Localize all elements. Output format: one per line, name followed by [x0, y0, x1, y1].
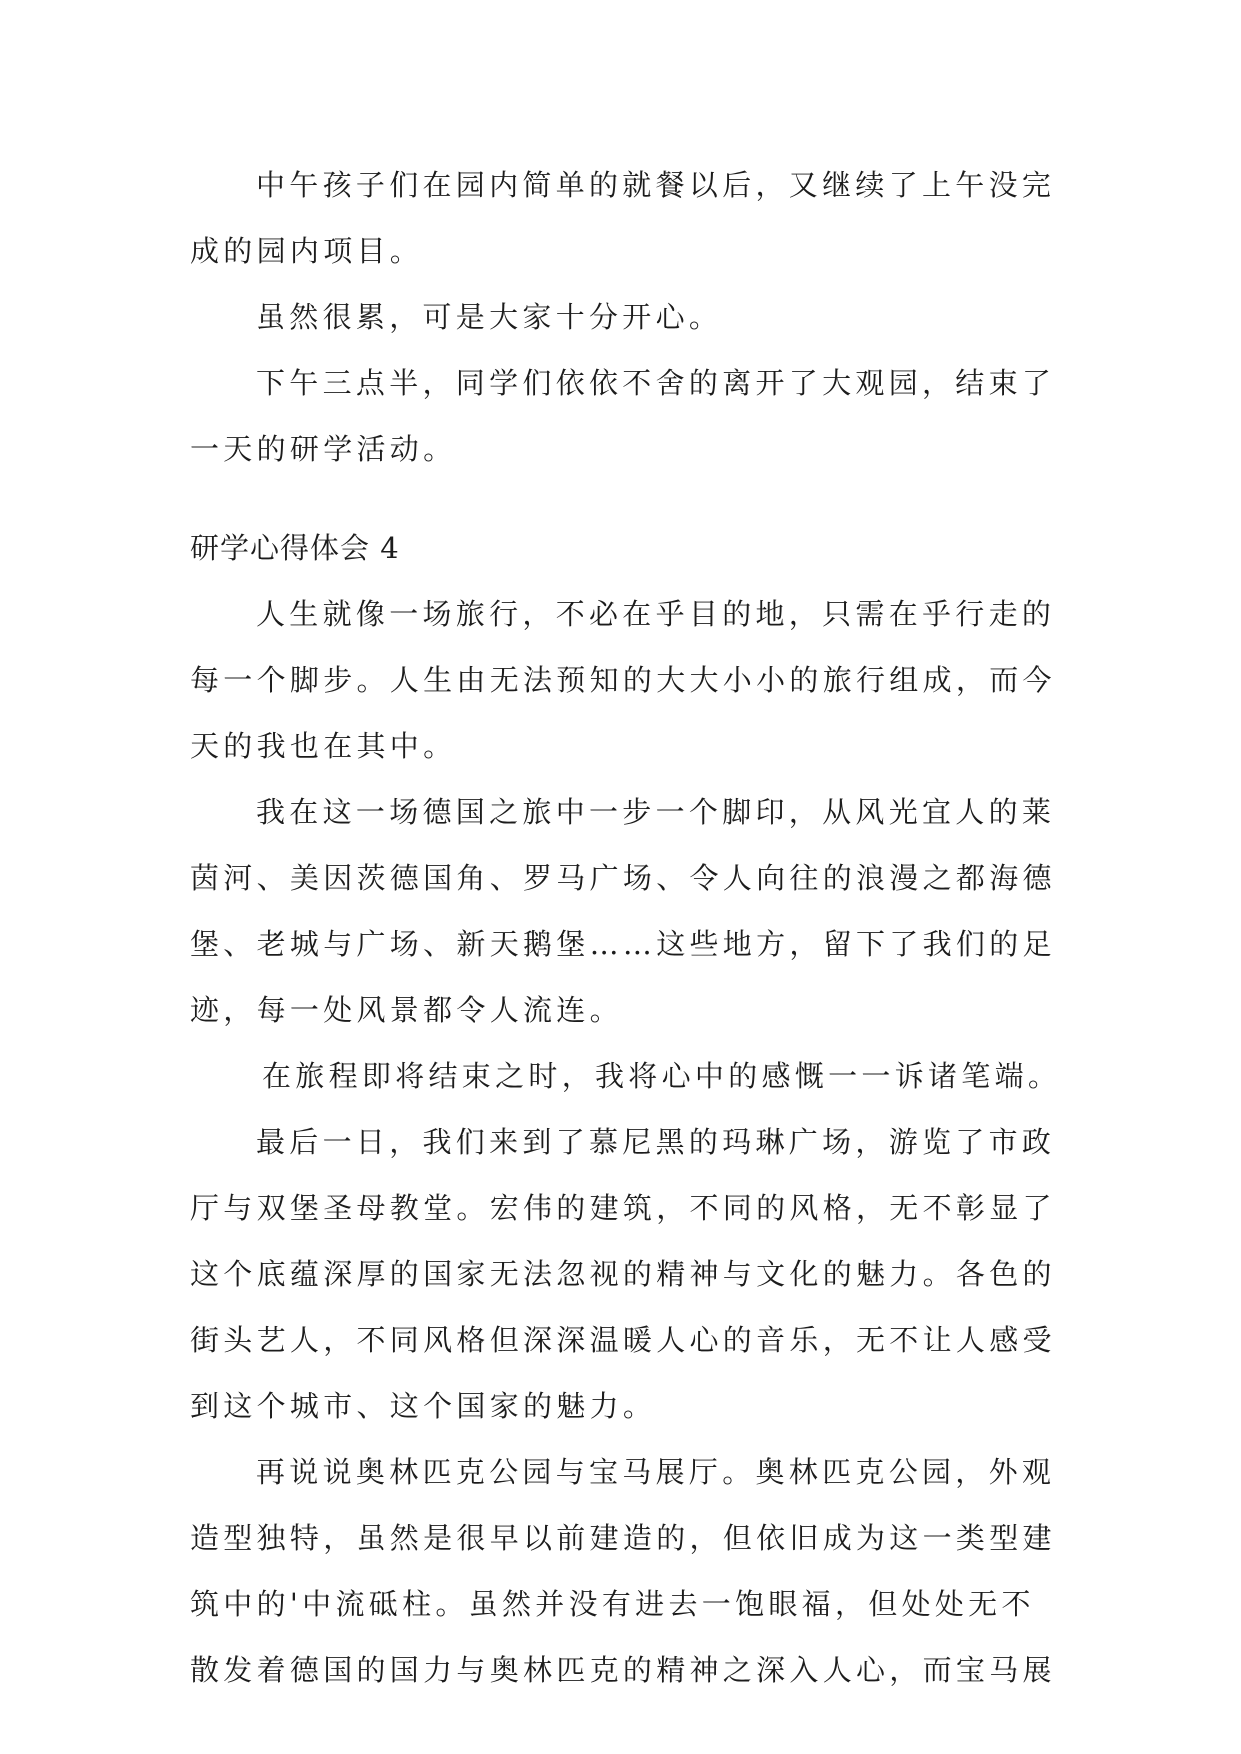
paragraph-line: 最后一日，我们来到了慕尼黑的玛琳广场，游览了市政: [256, 1125, 1056, 1159]
paragraph-line: 虽然很累，可是大家十分开心。: [256, 300, 723, 334]
section-heading: 研学心得体会 4: [190, 531, 400, 565]
paragraph-line: 厅与双堡圣母教堂。宏伟的建筑，不同的风格，无不彰显了: [190, 1191, 1056, 1225]
paragraph-line: 筑中的'中流砥柱。虽然并没有进去一饱眼福，但处处无不: [190, 1587, 1035, 1621]
paragraph-line: 街头艺人，不同风格但深深温暖人心的音乐，无不让人感受: [190, 1323, 1056, 1357]
paragraph-line: 我在这一场德国之旅中一步一个脚印，从风光宜人的莱: [256, 795, 1056, 829]
paragraph-line: 造型独特，虽然是很早以前建造的，但依旧成为这一类型建: [190, 1521, 1056, 1555]
paragraph-line: 堡、老城与广场、新天鹅堡……这些地方，留下了我们的足: [190, 927, 1056, 961]
paragraph-line: 中午孩子们在园内简单的就餐以后，又继续了上午没完: [256, 168, 1056, 202]
paragraph-line: 在旅程即将结束之时，我将心中的感慨一一诉诸笔端。: [262, 1059, 1062, 1093]
paragraph-line: 下午三点半，同学们依依不舍的离开了大观园，结束了: [256, 366, 1056, 400]
paragraph-line: 迹，每一处风景都令人流连。: [190, 993, 623, 1027]
paragraph-line: 散发着德国的国力与奥林匹克的精神之深入人心，而宝马展: [190, 1653, 1056, 1687]
paragraph-line: 茵河、美因茨德国角、罗马广场、令人向往的浪漫之都海德: [190, 861, 1056, 895]
paragraph-line: 每一个脚步。人生由无法预知的大大小小的旅行组成，而今: [190, 663, 1056, 697]
paragraph-line: 成的园内项目。: [190, 234, 424, 268]
paragraph-line: 到这个城市、这个国家的魅力。: [190, 1389, 657, 1423]
paragraph-line: 这个底蕴深厚的国家无法忽视的精神与文化的魅力。各色的: [190, 1257, 1056, 1291]
paragraph-line: 天的我也在其中。: [190, 729, 457, 763]
paragraph-line: 人生就像一场旅行，不必在乎目的地，只需在乎行走的: [256, 597, 1056, 631]
paragraph-line: 再说说奥林匹克公园与宝马展厅。奥林匹克公园，外观: [256, 1455, 1056, 1489]
paragraph-line: 一天的研学活动。: [190, 432, 457, 466]
